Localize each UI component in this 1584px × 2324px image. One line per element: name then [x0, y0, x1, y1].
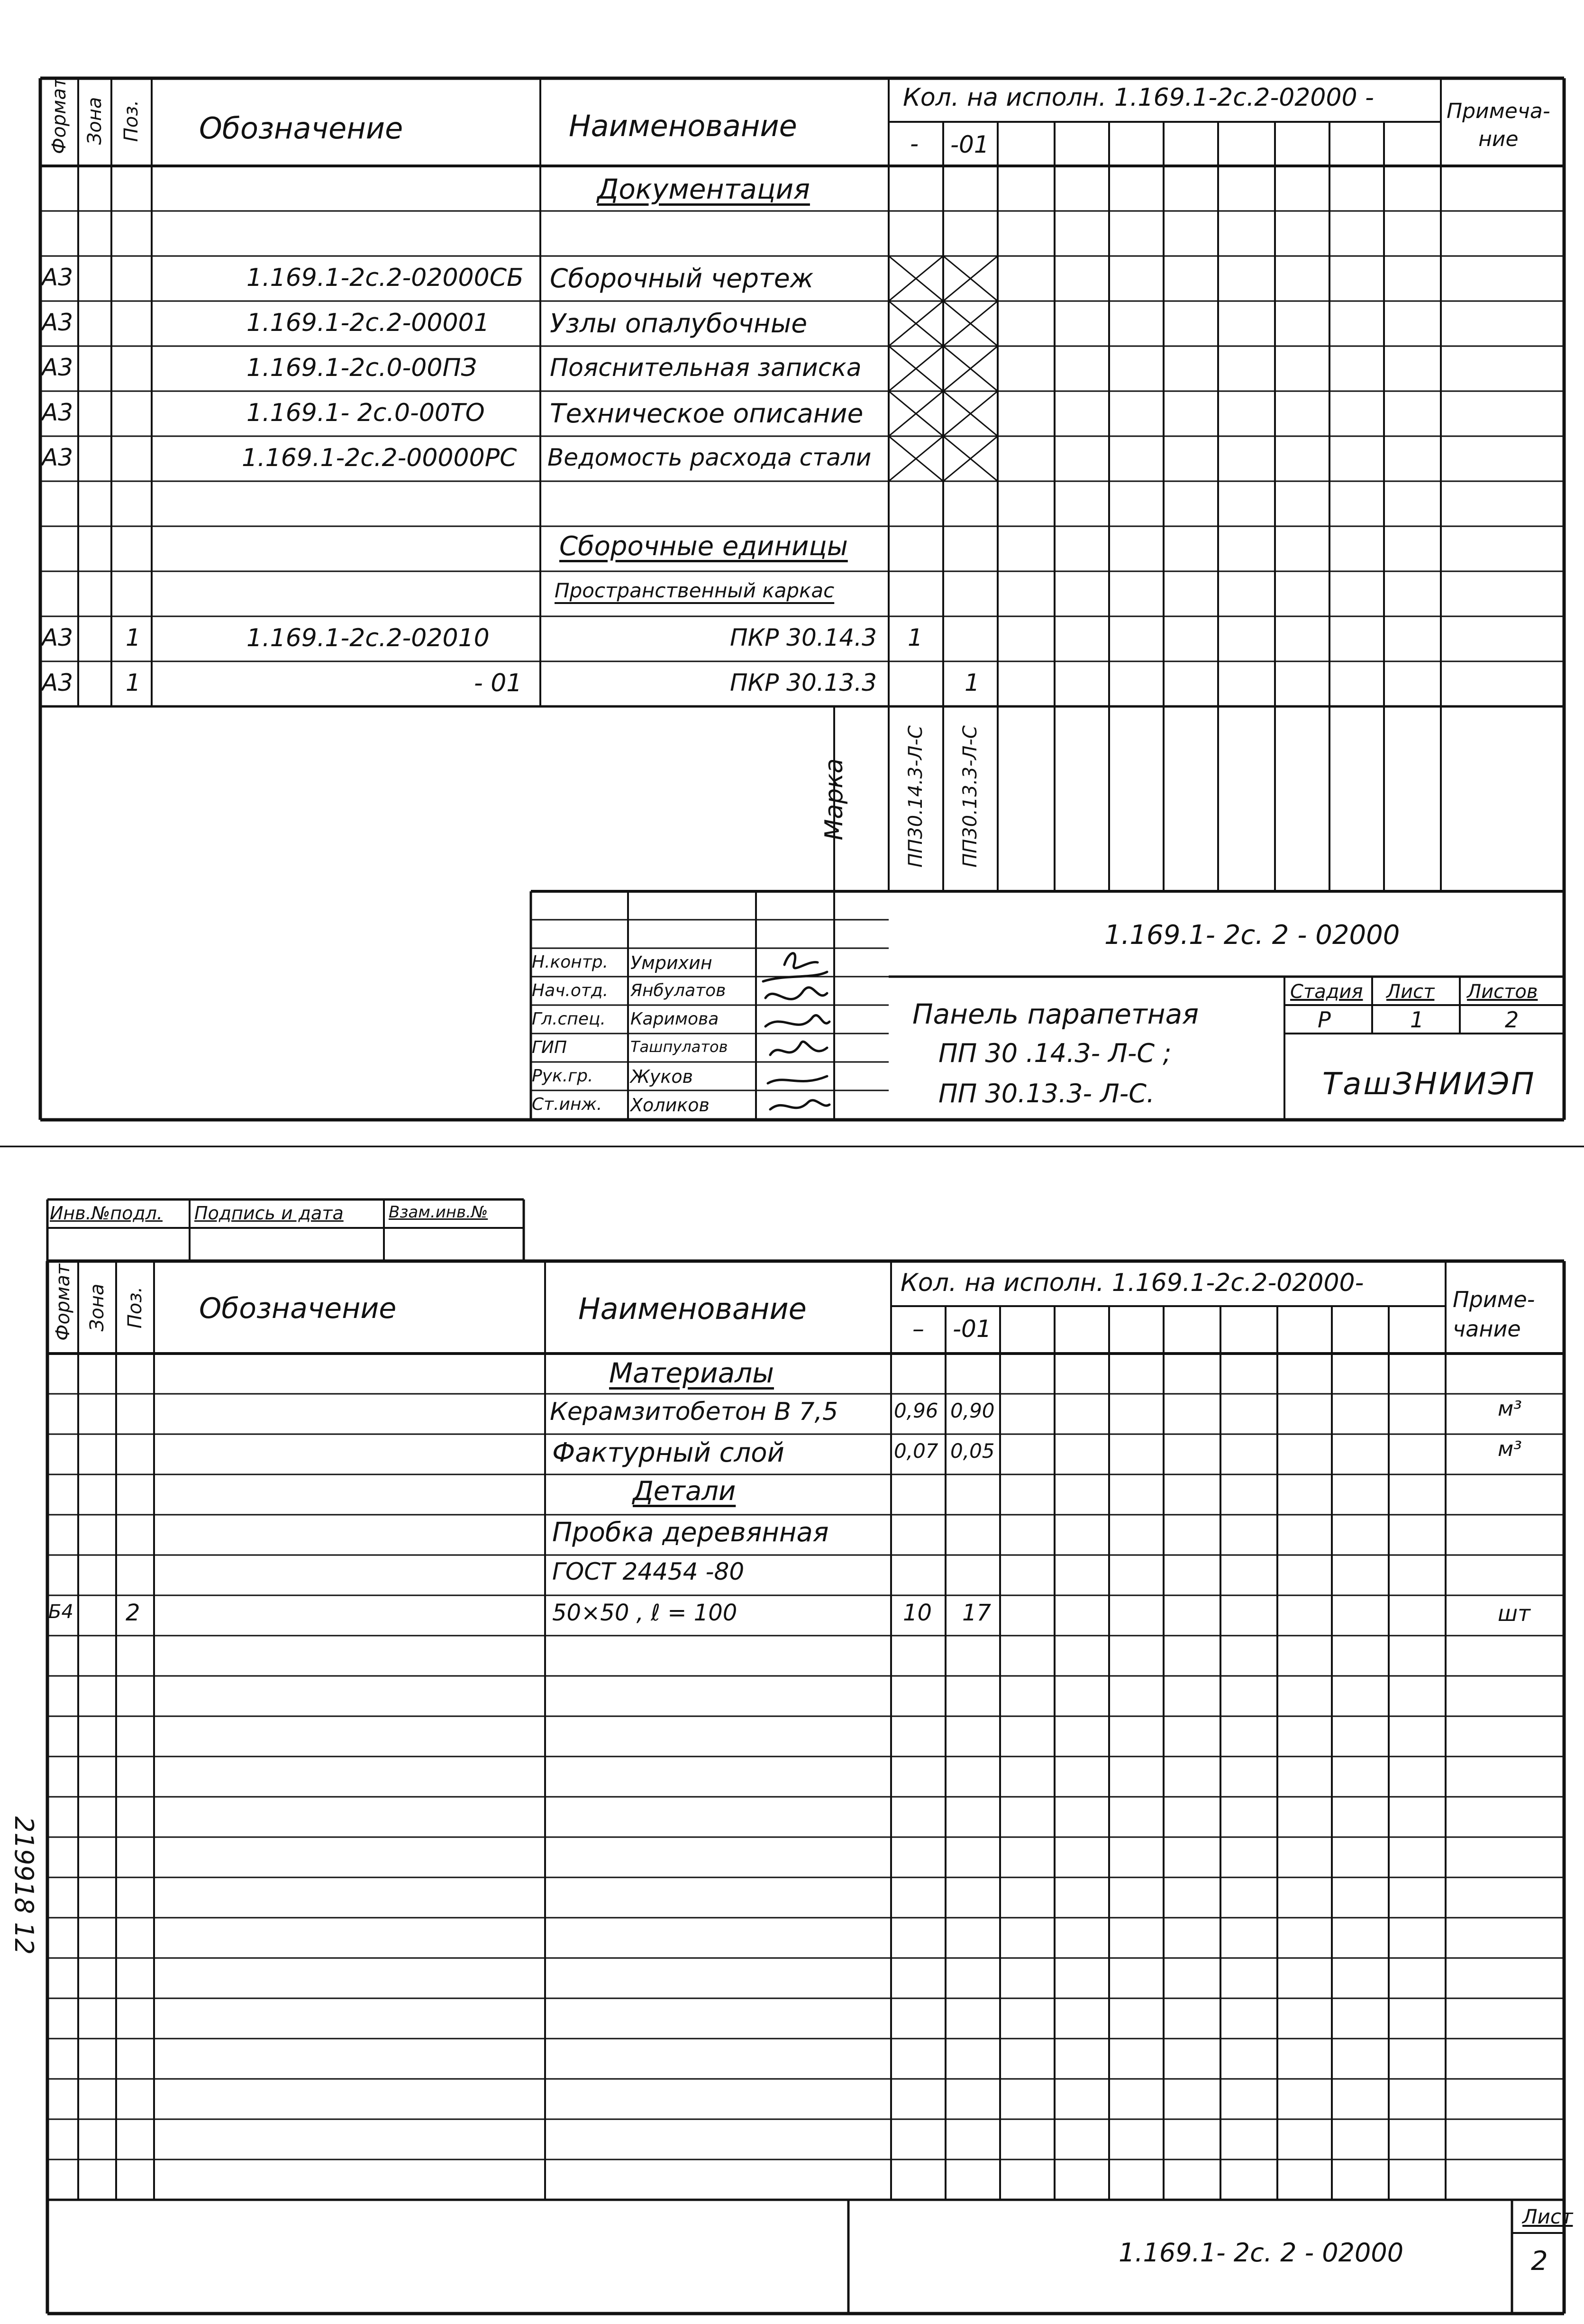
s1-sheets-label: Листов — [1467, 981, 1538, 1003]
detail-row-note: шт — [1498, 1601, 1530, 1626]
s2-section-materials: Материалы — [609, 1357, 774, 1389]
s2-footer-code: 1.169.1- 2с. 2 - 02000 — [1119, 2238, 1404, 2268]
unit-row-format: A3 — [42, 624, 73, 651]
s2-exec-01: -01 — [953, 1315, 992, 1343]
signature-name: Ташпулатов — [630, 1038, 728, 1056]
s2-header-format: Формат — [52, 1263, 74, 1341]
s2-stamp-replace-inv: Взам.инв.№ — [389, 1203, 488, 1222]
signature-role: ГИП — [532, 1038, 567, 1057]
s2-header-name: Наименование — [578, 1291, 807, 1326]
s2-exec-dash: – — [912, 1315, 924, 1343]
doc-row-name: Пояснительная записка — [550, 354, 862, 382]
s2-qty-title: Кол. на исполн. 1.169.1-2с.2-02000- — [901, 1269, 1364, 1297]
doc-row-name: Ведомость расхода стали — [547, 444, 872, 471]
material-row-name: Керамзитобетон В 7,5 — [550, 1398, 838, 1426]
s2-header-zone: Зона — [86, 1283, 108, 1332]
s1-product-line2: ПП 30 .14.3- Л-С ; — [938, 1038, 1172, 1068]
signature-name: Холиков — [630, 1095, 710, 1116]
s2-stamp-inv-no: Инв.№подл. — [50, 1203, 163, 1224]
sheet2-grid — [0, 1185, 1584, 2324]
doc-row-format: A3 — [42, 264, 73, 291]
material-row-q2: 0,05 — [950, 1439, 995, 1463]
s2-header-designation: Обозначение — [199, 1292, 397, 1325]
doc-row-name: Узлы опалубочные — [550, 308, 808, 339]
detail-row-name: 50×50 , ℓ = 100 — [552, 1600, 737, 1626]
unit-row-designation: 1.169.1-2с.2-02010 — [246, 624, 490, 652]
s1-exec-dash: - — [910, 130, 919, 157]
s2-footer-sheet-label: Лист — [1522, 2205, 1573, 2228]
doc-row-format: A3 — [42, 444, 73, 471]
doc-row-format: A3 — [42, 354, 73, 381]
s1-product-line3: ПП 30.13.3- Л-С. — [938, 1079, 1155, 1108]
s1-marka-value: ПП30.13.3-Л-С — [959, 725, 981, 868]
detail-row-format: Б4 — [48, 1601, 73, 1623]
material-row-q1: 0,96 — [894, 1399, 938, 1422]
detail-row-q1: 10 — [903, 1600, 932, 1626]
s1-note-header: Примеча- ние — [1447, 99, 1550, 152]
doc-row-designation: 1.169.1- 2с.0-00ТО — [246, 399, 485, 427]
unit-row-pos: 1 — [126, 669, 141, 696]
unit-row-designation: - 01 — [474, 669, 522, 697]
unit-row-format: A3 — [42, 669, 73, 696]
s1-header-zone: Зона — [84, 97, 106, 145]
s2-detail-name-line2: ГОСТ 24454 -80 — [552, 1558, 745, 1585]
signature-role: Н.контр. — [532, 952, 609, 972]
signature-role: Рук.гр. — [532, 1066, 593, 1086]
s1-marka-label: Марка — [820, 758, 848, 841]
unit-row-pos: 1 — [126, 624, 141, 651]
s1-section-spatial-frame: Пространственный каркас — [555, 579, 835, 602]
s1-header-pos: Поз. — [120, 100, 142, 142]
unit-row-q2: 1 — [965, 669, 980, 696]
s2-stamp-sign-date: Подпись и дата — [194, 1203, 344, 1224]
handwritten-signatures — [756, 946, 834, 1120]
doc-row-format: A3 — [42, 399, 73, 426]
s1-section-assembly-units: Сборочные единицы — [559, 531, 848, 562]
s1-exec-01: -01 — [950, 131, 989, 158]
s1-sheet-value: 1 — [1410, 1007, 1424, 1033]
material-row-q1: 0,07 — [894, 1439, 938, 1463]
signature-role: Нач.отд. — [532, 981, 609, 1000]
signature-name: Каримова — [630, 1009, 719, 1029]
s1-header-format: Формат — [48, 77, 70, 154]
material-row-name: Фактурный слой — [552, 1437, 784, 1468]
s1-header-name: Наименование — [569, 109, 797, 143]
s1-sheet-label: Лист — [1386, 981, 1435, 1003]
doc-row-name: Сборочный чертеж — [550, 263, 814, 293]
s1-marka-value: ПП30.14.3-Л-С — [905, 725, 927, 868]
s2-header-pos: Поз. — [124, 1286, 146, 1329]
s1-qty-title: Кол. на исполн. 1.169.1-2с.2-02000 - — [903, 83, 1374, 112]
s2-note-header: Приме- чание — [1453, 1287, 1535, 1342]
material-row-note: м³ — [1498, 1397, 1522, 1421]
s2-section-details: Детали — [633, 1476, 736, 1507]
s2-side-number: 219918 12 — [9, 1816, 39, 1955]
s1-product-line1: Панель парапетная — [912, 998, 1199, 1030]
s1-section-documentation: Документация — [597, 173, 810, 205]
s1-stage-value: Р — [1318, 1007, 1331, 1033]
signature-name: Янбулатов — [630, 981, 726, 1000]
material-row-q2: 0,90 — [950, 1399, 995, 1422]
s1-sheets-value: 2 — [1505, 1007, 1519, 1033]
signature-role: Ст.инж. — [532, 1095, 602, 1114]
s2-detail-name-line1: Пробка деревянная — [552, 1517, 829, 1548]
doc-row-name: Техническое описание — [550, 398, 864, 429]
detail-row-pos: 2 — [126, 1600, 140, 1626]
doc-row-designation: 1.169.1-2с.2-02000СБ — [246, 264, 524, 292]
detail-row-q2: 17 — [962, 1600, 992, 1626]
unit-row-q1: 1 — [908, 624, 923, 651]
unit-row-name: ПКР 30.13.3 — [730, 669, 877, 696]
material-row-note: м³ — [1498, 1437, 1522, 1461]
unit-row-name: ПКР 30.14.3 — [730, 624, 877, 651]
s2-footer-sheet-no: 2 — [1531, 2246, 1548, 2277]
doc-row-designation: 1.169.1-2с.2-00000РС — [242, 444, 517, 472]
s1-organization: ТашЗНИИЭП — [1322, 1067, 1536, 1102]
s1-document-code: 1.169.1- 2с. 2 - 02000 — [1104, 920, 1400, 951]
doc-row-format: A3 — [42, 309, 73, 336]
signature-name: Жуков — [630, 1066, 693, 1087]
doc-row-designation: 1.169.1-2с.2-00001 — [246, 309, 490, 337]
s1-stage-label: Стадия — [1290, 981, 1363, 1003]
s1-header-designation: Обозначение — [199, 111, 403, 146]
doc-row-designation: 1.169.1-2с.0-00ПЗ — [246, 354, 477, 382]
signature-role: Гл.спец. — [532, 1009, 606, 1029]
signature-name: Умрихин — [630, 952, 712, 973]
